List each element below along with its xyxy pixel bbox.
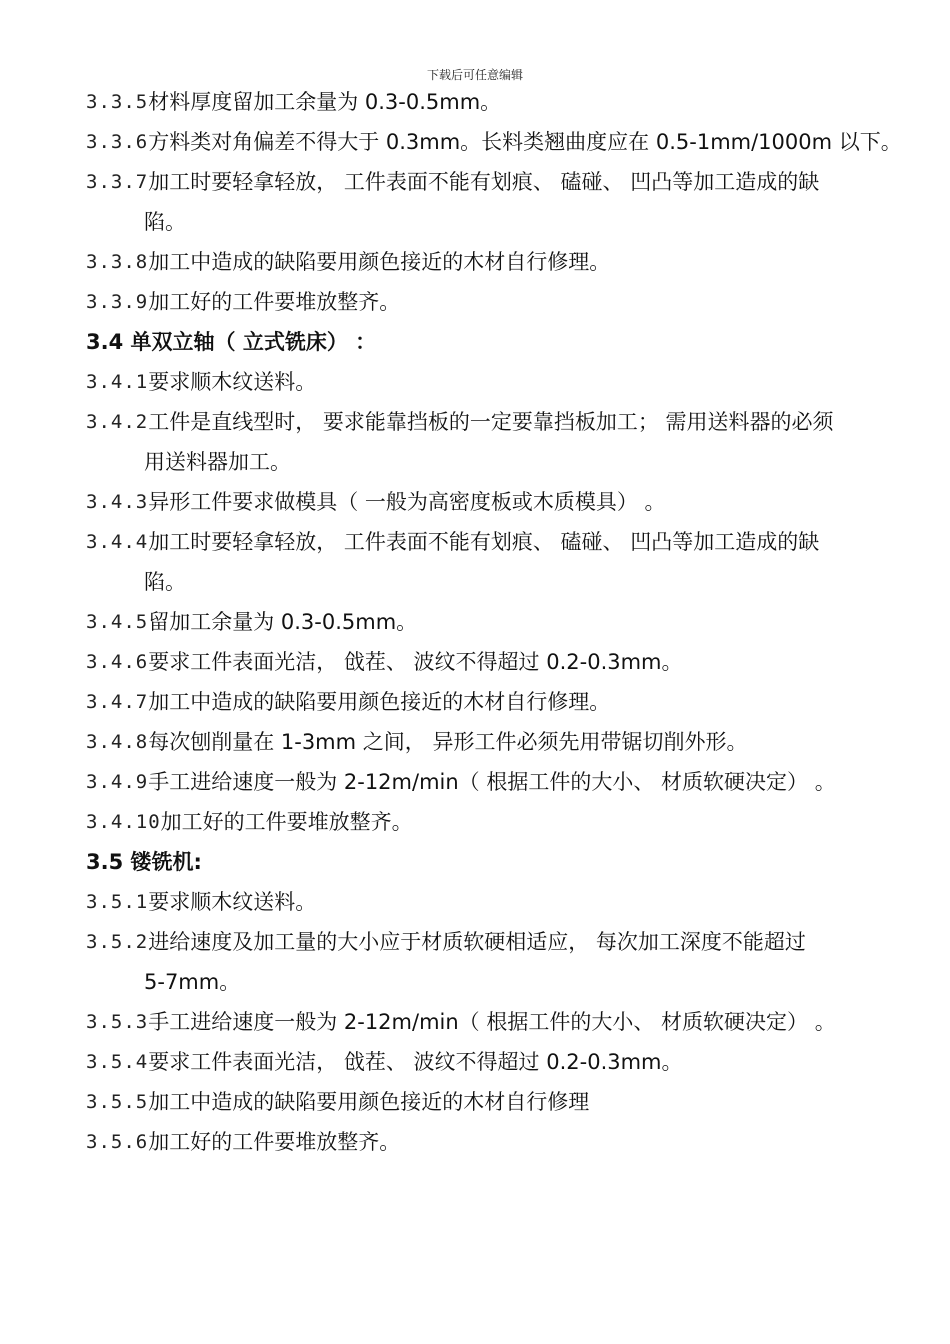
- section-heading-3-5: 3.5 镂铣机:: [86, 850, 202, 874]
- clause-number: 3.4.2: [86, 411, 149, 433]
- clause-text: 进给速度及加工量的大小应于材质软硬相适应， 每次加工深度不能超过: [148, 930, 806, 954]
- clause-text: 每次刨削量在 1-3mm 之间， 异形工件必须先用带锯切削外形。: [148, 730, 748, 754]
- clause-number: 3.5.6: [86, 1131, 149, 1153]
- clause-text: 手工进给速度一般为 2-12m/min（ 根据工件的大小、 材质软硬决定） 。: [148, 1010, 836, 1034]
- clause-number: 3.4.10: [86, 811, 161, 833]
- clause-number: 3.5.2: [86, 931, 149, 953]
- clause-number: 3.5.4: [86, 1051, 149, 1073]
- clause-3-4-10: [86, 802, 896, 842]
- clause-3-4-5: [86, 602, 896, 642]
- clause-text: 加工中造成的缺陷要用颜色接近的木材自行修理。: [148, 690, 611, 714]
- clause-text: 留加工余量为 0.3-0.5mm。: [148, 610, 418, 634]
- clause-number: 3.5.5: [86, 1091, 149, 1113]
- clause-continuation: 用送料器加工。: [144, 450, 291, 474]
- clause-number: 3.4.6: [86, 651, 149, 673]
- clause-3-3-8: [86, 242, 896, 282]
- clause-3-4-4: [86, 522, 896, 562]
- clause-3-4-1: [86, 362, 896, 402]
- clause-number: 3.3.9: [86, 291, 149, 313]
- clause-text: 要求顺木纹送料。: [148, 370, 317, 394]
- clause-number: 3.5.1: [86, 891, 149, 913]
- clause-text: 工件是直线型时， 要求能靠挡板的一定要靠挡板加工； 需用送料器的必须: [148, 410, 834, 434]
- clause-text: 材料厚度留加工余量为 0.3-0.5mm。: [148, 90, 502, 114]
- clause-number: 3.3.8: [86, 251, 149, 273]
- clause-text: 手工进给速度一般为 2-12m/min（ 根据工件的大小、 材质软硬决定） 。: [148, 770, 836, 794]
- clause-3-3-7: [86, 162, 896, 202]
- clause-number: 3.4.8: [86, 731, 149, 753]
- clause-continuation: 陷。: [144, 210, 186, 234]
- section-heading-3-4: 3.4 单双立轴（ 立式铣床） ：: [86, 330, 377, 354]
- document-body: [86, 82, 902, 1162]
- clause-number: 3.4.1: [86, 371, 149, 393]
- clause-3-5-4: [86, 1042, 896, 1082]
- clause-number: 3.4.5: [86, 611, 149, 633]
- clause-continuation: 5-7mm。: [144, 970, 241, 994]
- clause-3-4-3: [86, 482, 896, 522]
- clause-number: 3.3.5: [86, 91, 149, 113]
- clause-3-5-1: [86, 882, 896, 922]
- clause-3-4-9: [86, 762, 896, 802]
- clause-number: 3.5.3: [86, 1011, 149, 1033]
- clause-3-5-5: [86, 1082, 896, 1122]
- clause-3-3-9: [86, 282, 896, 322]
- clause-number: 3.4.3: [86, 491, 149, 513]
- clause-3-5-3: [86, 1002, 896, 1042]
- clause-text: 要求顺木纹送料。: [148, 890, 317, 914]
- clause-text: 加工好的工件要堆放整齐。: [160, 810, 413, 834]
- clause-text: 异形工件要求做模具（ 一般为高密度板或木质模具） 。: [148, 490, 666, 514]
- clause-text: 加工中造成的缺陷要用颜色接近的木材自行修理: [148, 1090, 590, 1114]
- clause-number: 3.4.4: [86, 531, 149, 553]
- clause-text: 加工时要轻拿轻放， 工件表面不能有划痕、 磕碰、 凹凸等加工造成的缺: [148, 170, 820, 194]
- clause-text: 加工好的工件要堆放整齐。: [148, 1130, 401, 1154]
- clause-3-3-6: [86, 122, 902, 162]
- clause-number: 3.3.7: [86, 171, 149, 193]
- page-header-note: 下载后可任意编辑: [426, 68, 523, 82]
- clause-text: 加工中造成的缺陷要用颜色接近的木材自行修理。: [148, 250, 611, 274]
- clause-number: 3.4.7: [86, 691, 149, 713]
- clause-3-5-2: [86, 922, 896, 962]
- clause-continuation: 陷。: [144, 570, 186, 594]
- clause-3-4-2: [86, 402, 896, 442]
- clause-text: 加工好的工件要堆放整齐。: [148, 290, 401, 314]
- clause-text: 方料类对角偏差不得大于 0.3mm。长料类翘曲度应在 0.5-1mm/1000m 以下。: [148, 130, 902, 154]
- clause-3-4-7: [86, 682, 896, 722]
- clause-3-4-6: [86, 642, 896, 682]
- clause-3-3-5: [86, 82, 896, 122]
- clause-3-5-6: [86, 1122, 896, 1162]
- clause-number: 3.4.9: [86, 771, 149, 793]
- clause-text: 加工时要轻拿轻放， 工件表面不能有划痕、 磕碰、 凹凸等加工造成的缺: [148, 530, 820, 554]
- clause-number: 3.3.6: [86, 131, 149, 153]
- clause-text: 要求工件表面光洁， 戗茬、 波纹不得超过 0.2-0.3mm。: [148, 1050, 683, 1074]
- clause-text: 要求工件表面光洁， 戗茬、 波纹不得超过 0.2-0.3mm。: [148, 650, 683, 674]
- clause-3-4-8: [86, 722, 896, 762]
